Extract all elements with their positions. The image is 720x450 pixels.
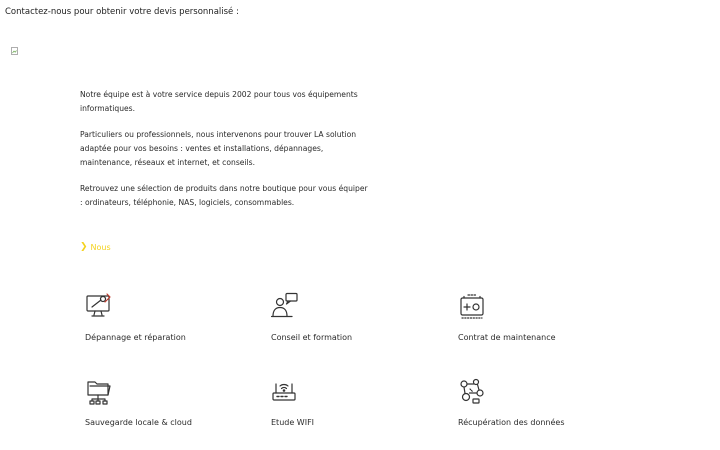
nous-link[interactable]	[80, 242, 111, 252]
data-recovery-icon	[458, 377, 486, 405]
service-label: Etude WIFI	[271, 418, 315, 427]
wifi-router-icon	[271, 377, 299, 405]
service-wifi[interactable]	[271, 377, 451, 429]
backup-folder-icon	[85, 377, 113, 405]
intro-paragraph: Particuliers ou professionnels, nous intervenons pour trouver LA solution adaptée pour vos besoins : ventes et installations, dépannages, maintenance, réseaux et internet, et conseils.	[80, 130, 357, 167]
service-label: Récupération des données	[458, 418, 565, 427]
service-repair[interactable]	[85, 292, 265, 344]
intro-text	[80, 88, 370, 222]
computer-repair-icon	[85, 292, 113, 320]
nous-link-label: Nous	[90, 242, 111, 252]
maintenance-contract-icon	[458, 292, 486, 320]
service-backup[interactable]	[85, 377, 265, 429]
chevron-right-icon: ❯	[80, 242, 88, 252]
contact-prompt: Contactez-nous pour obtenir votre devis personnalisé :	[5, 7, 239, 17]
service-label: Sauvegarde locale & cloud	[85, 418, 192, 427]
intro-paragraph: Notre équipe est à votre service depuis 2002 pour tous vos équipements informatiques.	[80, 90, 358, 113]
broken-image-icon	[11, 47, 18, 55]
consulting-person-icon	[271, 292, 299, 320]
service-data-recovery[interactable]	[458, 377, 638, 429]
service-label: Contrat de maintenance	[458, 333, 556, 342]
intro-paragraph: Retrouvez une sélection de produits dans notre boutique pour vous équiper : ordinateurs, téléphonie, NAS, logiciels, consommables.	[80, 184, 368, 207]
service-label: Conseil et formation	[271, 333, 353, 342]
service-maintenance[interactable]	[458, 292, 638, 344]
service-label: Dépannage et réparation	[85, 333, 186, 342]
service-consulting[interactable]	[271, 292, 451, 344]
